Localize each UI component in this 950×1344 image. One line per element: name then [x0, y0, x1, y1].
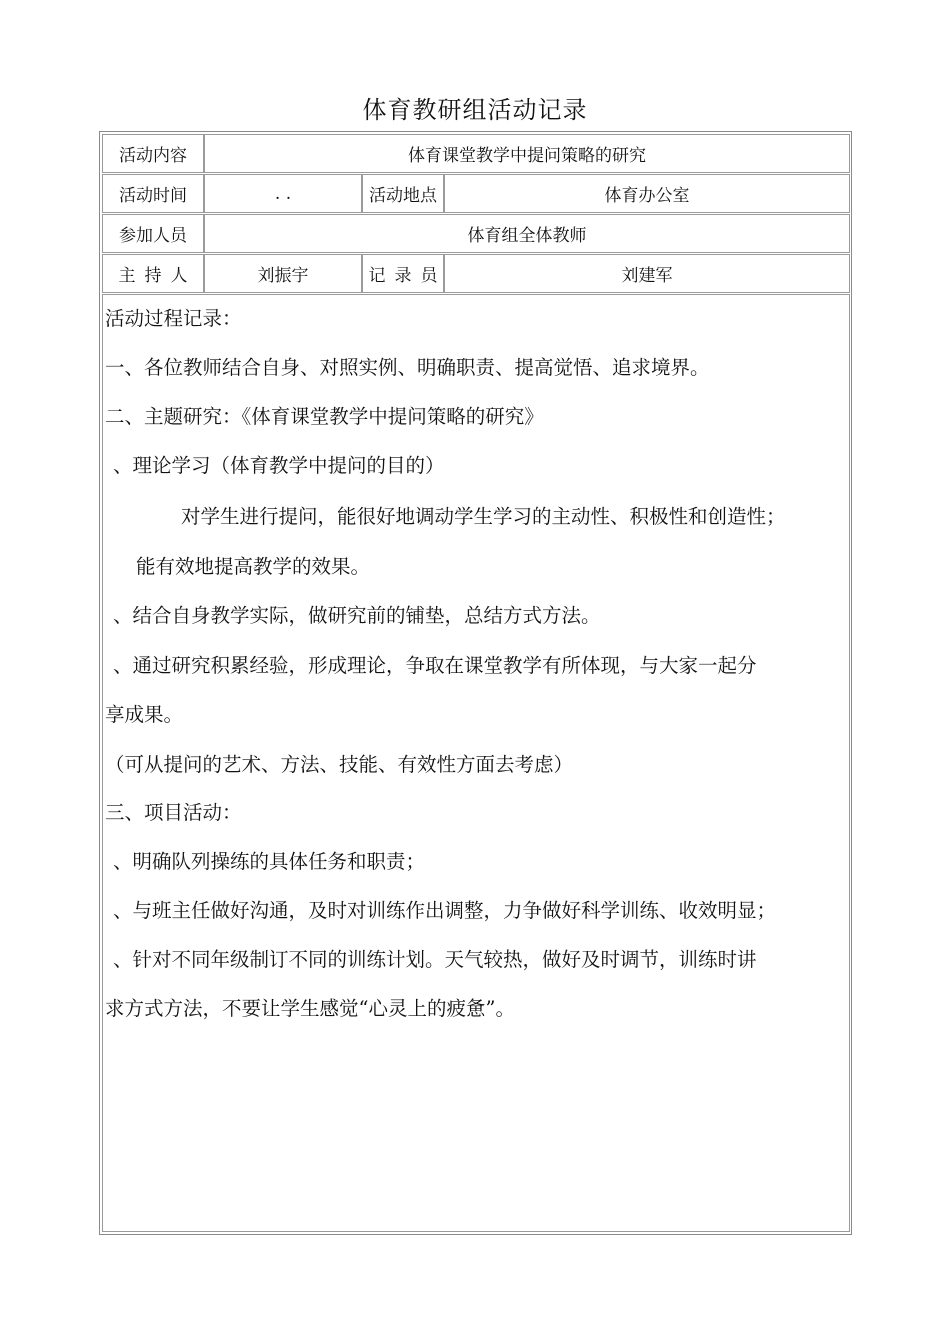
process-line: 、针对不同年级制订不同的训练计划。天气较热，做好及时调节，训练时讲: [113, 948, 757, 971]
process-line: 、理论学习（体育教学中提问的目的）: [113, 454, 445, 477]
process-line: 、明确队列操练的具体任务和职责；: [113, 850, 426, 873]
process-line: （可从提问的艺术、方法、技能、有效性方面去考虑）: [105, 753, 574, 776]
process-line: 二、主题研究：《体育课堂教学中提问策略的研究》: [105, 405, 544, 428]
participants-label: 参加人员: [102, 214, 204, 253]
recorder-label: 记录员: [362, 254, 444, 293]
content-label: 活动内容: [102, 134, 204, 173]
activity-record-form: [99, 131, 852, 1235]
process-record: [102, 294, 850, 1232]
place-value: 体育办公室: [444, 174, 850, 213]
content-value: 体育课堂教学中提问策略的研究: [204, 134, 850, 173]
process-line: 一、各位教师结合自身、对照实例、明确职责、提高觉悟、追求境界。: [105, 356, 710, 379]
page-title: 体育教研组活动记录: [362, 96, 588, 124]
process-heading: 活动过程记录：: [105, 307, 242, 330]
process-line: 、与班主任做好沟通，及时对训练作出调整，力争做好科学训练、收效明显；: [113, 899, 777, 922]
time-label: 活动时间: [102, 174, 204, 213]
process-line: 、结合自身教学实际，做研究前的铺垫，总结方式方法。: [113, 604, 601, 627]
participants-value: 体育组全体教师: [204, 214, 850, 253]
process-line: 三、项目活动：: [105, 801, 242, 824]
process-line: 求方式方法，不要让学生感觉“心灵上的疲惫”。: [105, 997, 515, 1020]
place-label: 活动地点: [362, 174, 444, 213]
process-line: 、通过研究积累经验，形成理论，争取在课堂教学有所体现，与大家一起分: [113, 654, 757, 677]
host-value: 刘振宇: [204, 254, 362, 293]
process-line: 享成果。: [105, 703, 184, 726]
recorder-value: 刘建军: [444, 254, 850, 293]
time-value: . .: [204, 174, 362, 213]
process-line: 能有效地提高教学的效果。: [136, 555, 371, 578]
process-line: 对学生进行提问，能很好地调动学生学习的主动性、积极性和创造性；: [181, 505, 786, 528]
host-label: 主持人: [102, 254, 204, 293]
